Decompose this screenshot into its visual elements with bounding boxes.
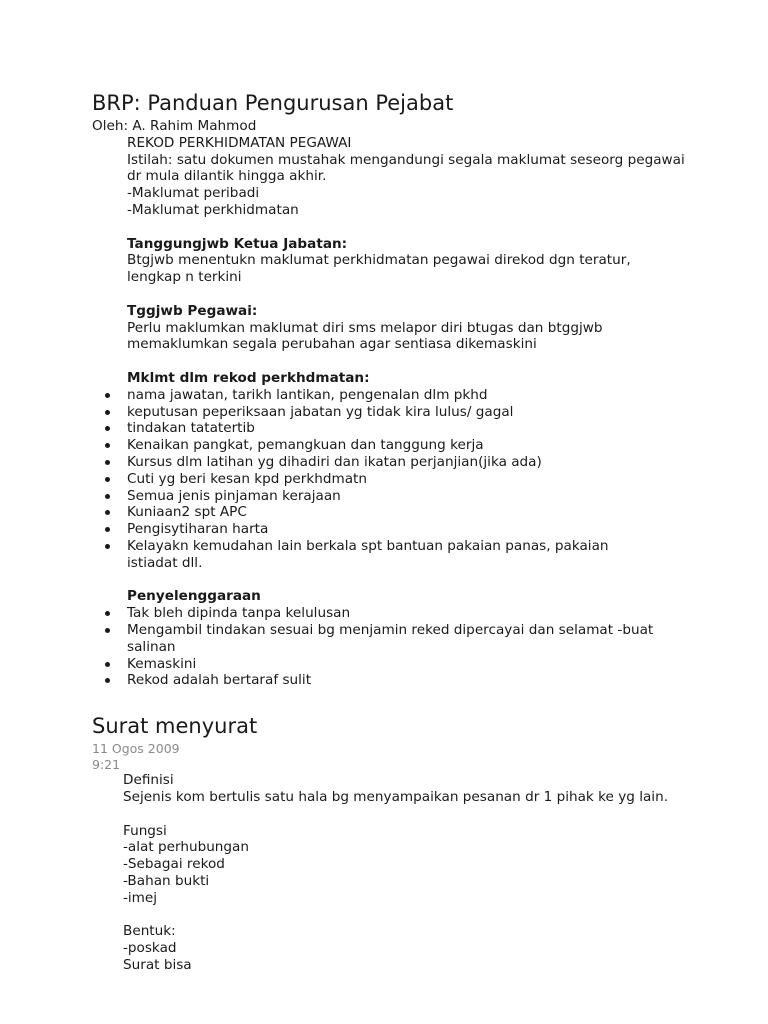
bentuk-item: Surat bisa: [123, 957, 192, 974]
list-item: Pengisytiharan harta: [92, 521, 712, 538]
list-item: Cuti yg beri kesan kpd perkhdmatn: [92, 471, 712, 488]
section-title-brp: BRP: Panduan Pengurusan Pejabat: [92, 91, 454, 115]
fungsi-item: -imej: [123, 889, 158, 906]
pegawai-text: Perlu maklumkan maklumat diri sms melapor diri btugas dan btggjwb memaklumkan segala perubahan agar sentiasa dikemaskini: [127, 319, 603, 353]
istilah-text: Istilah: satu dokumen mustahak mengandungi segala maklumat seseorg pegawai dr mula dilantik hingga akhir.: [127, 151, 685, 185]
document-page: [92, 88, 712, 974]
list-item: Mengambil tindakan sesuai bg menjamin reked dipercayai dan selamat -buat salinan: [92, 622, 687, 656]
fungsi-heading: Fungsi: [123, 822, 167, 839]
penyelenggaraan-list: [92, 605, 712, 689]
mklmt-list: [92, 387, 712, 572]
definisi-heading: Definisi: [123, 772, 174, 789]
rekod-heading: REKOD PERKHIDMATAN PEGAWAI: [127, 134, 352, 151]
fungsi-item: -alat perhubungan: [123, 839, 250, 856]
fungsi-item: -Bahan bukti: [123, 873, 210, 890]
list-item: keputusan peperiksaan jabatan yg tidak kira lulus/ gagal: [92, 404, 712, 421]
penyelenggaraan-heading: Penyelenggaraan: [127, 588, 261, 605]
maklumat-item: -Maklumat perkhidmatan: [127, 201, 299, 218]
bentuk-heading: Bentuk:: [123, 923, 176, 940]
author-line: Oleh: A. Rahim Mahmod: [92, 118, 257, 134]
list-item: Tak bleh dipinda tanpa kelulusan: [92, 605, 712, 622]
pegawai-heading: Tggjwb Pegawai:: [127, 302, 258, 319]
note-date: 11 Ogos 2009: [92, 741, 180, 757]
mklmt-heading: Mklmt dlm rekod perkhdmatan:: [127, 369, 370, 386]
section-title-surat: Surat menyurat: [92, 714, 258, 739]
note-time: 9:21: [92, 756, 121, 772]
list-item: Rekod adalah bertaraf sulit: [92, 672, 712, 689]
list-item: Kuniaan2 spt APC: [92, 504, 712, 521]
list-item: Semua jenis pinjaman kerajaan: [92, 488, 712, 505]
ketua-heading: Tanggungjwb Ketua Jabatan:: [127, 235, 348, 252]
bentuk-item: -poskad: [123, 940, 177, 957]
list-item: Kemaskini: [92, 656, 712, 673]
list-item: Kelayakn kemudahan lain berkala spt bantuan pakaian panas, pakaian istiadat dll.: [92, 538, 627, 572]
definisi-text: Sejenis kom bertulis satu hala bg menyampaikan pesanan dr 1 pihak ke yg lain.: [123, 789, 669, 806]
maklumat-item: -Maklumat peribadi: [127, 185, 260, 202]
ketua-text: Btgjwb menentukn maklumat perkhidmatan pegawai direkod dgn teratur, lengkap n terkini: [127, 252, 631, 286]
list-item: Kursus dlm latihan yg dihadiri dan ikatan perjanjian(jika ada): [92, 454, 712, 471]
list-item: Kenaikan pangkat, pemangkuan dan tanggung kerja: [92, 437, 712, 454]
fungsi-item: -Sebagai rekod: [123, 856, 225, 873]
list-item: tindakan tatatertib: [92, 420, 712, 437]
list-item: nama jawatan, tarikh lantikan, pengenalan dlm pkhd: [92, 387, 712, 404]
